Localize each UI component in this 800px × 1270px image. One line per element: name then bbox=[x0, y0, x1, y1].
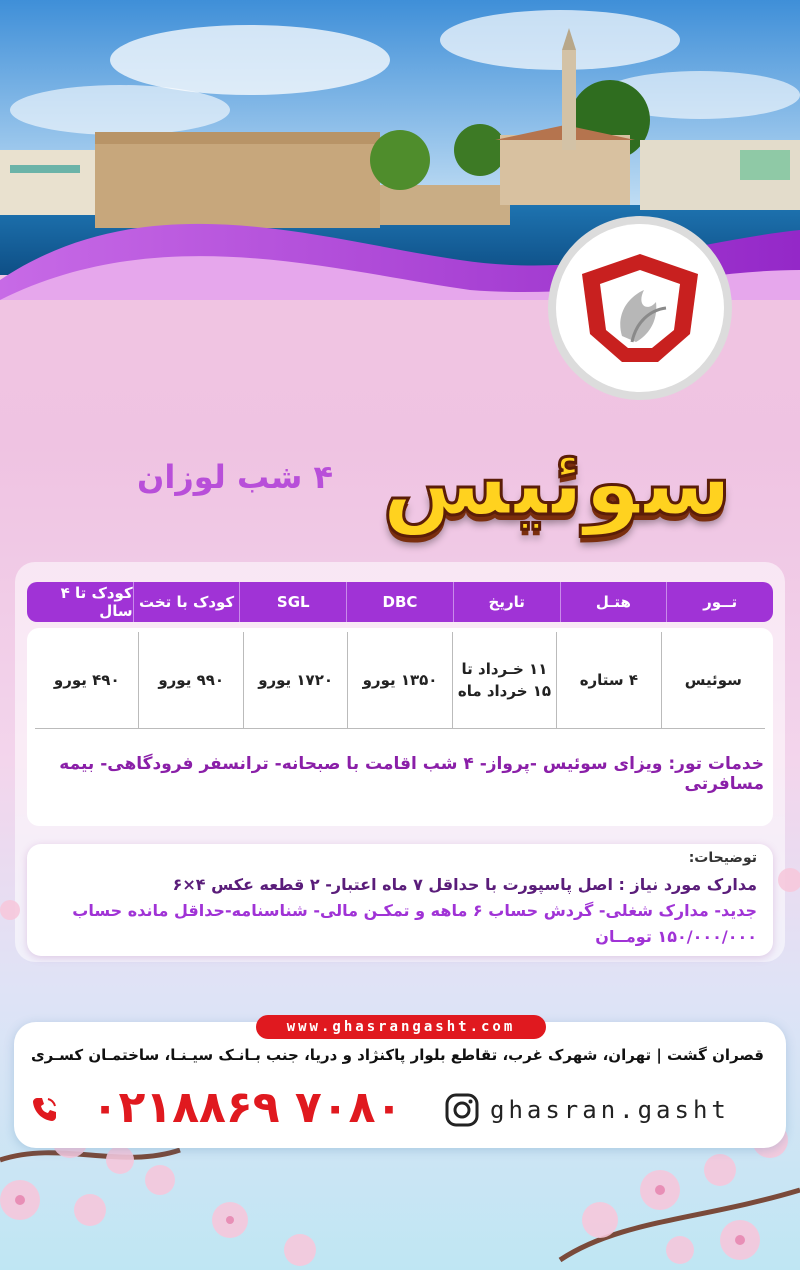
table-header bbox=[27, 582, 773, 622]
header-tour: تــور bbox=[666, 582, 773, 622]
header-hotel: هتـل bbox=[560, 582, 667, 622]
header-child-under4: کودک تا ۴ سال bbox=[60, 584, 133, 620]
cell-dbc: ۱۳۵۰ یورو bbox=[347, 632, 451, 728]
cell-child-under4: ۴۹۰ یورو bbox=[53, 671, 120, 689]
phone-number[interactable]: ۰۲۱۸۸۶۹ ۷۰۸۰ bbox=[91, 1082, 403, 1133]
notes-line: مدارک مورد نیاز : اصل پاسپورت با حداقل ۷ ماه اعتبار- ۲ قطعه عکس ۴×۶ bbox=[172, 875, 757, 894]
instagram-handle[interactable]: ghasran.gasht bbox=[490, 1096, 730, 1124]
cell-tour: سوئیس bbox=[661, 632, 765, 728]
table-row bbox=[35, 632, 765, 729]
cell-child-bed: ۹۹۰ یورو bbox=[138, 632, 242, 728]
destination-title: سوئیس bbox=[381, 429, 733, 536]
company-logo bbox=[540, 216, 740, 400]
header-dbc: DBC bbox=[346, 582, 453, 622]
website-link[interactable]: www.ghasrangasht.com bbox=[256, 1015, 546, 1039]
cell-hotel: ۴ ستاره bbox=[556, 632, 660, 728]
cell-date: ۱۱ خـرداد تا ۱۵ خرداد ماه bbox=[452, 632, 556, 728]
notes-line: ۱۵۰/۰۰۰/۰۰۰ تومــان bbox=[595, 927, 757, 946]
cell-sgl: ۱۷۲۰ یورو bbox=[243, 632, 347, 728]
header-sgl: SGL bbox=[239, 582, 346, 622]
header-child-bed: کودک با تخت bbox=[133, 582, 240, 622]
tour-services: خدمات تور: ویزای سوئیس -پرواز- ۴ شب اقامت با صبحانه- ترانسفر فرودگاهی- بیمه مسافرتی bbox=[59, 754, 764, 794]
tour-subtitle: ۴ شب لوزان bbox=[137, 458, 333, 496]
notes-title: توضیحات: bbox=[688, 850, 757, 866]
company-address: قصران گشت | تهران، شهرک غرب، تقاطع بلوار پاکنژاد و دریا، جنب بـانـک سیـنـا، ساختمـان کسـری bbox=[30, 1046, 764, 1064]
header-date: تاریخ bbox=[453, 582, 560, 622]
table-body bbox=[27, 628, 773, 826]
phone-icon bbox=[30, 1094, 60, 1124]
instagram-icon bbox=[444, 1092, 480, 1128]
notes-line: جدید- مدارک شغلی- گردش حساب ۶ ماهه و تمکـن مالی- شناسنامه-حداقل مانده حساب bbox=[72, 901, 757, 920]
